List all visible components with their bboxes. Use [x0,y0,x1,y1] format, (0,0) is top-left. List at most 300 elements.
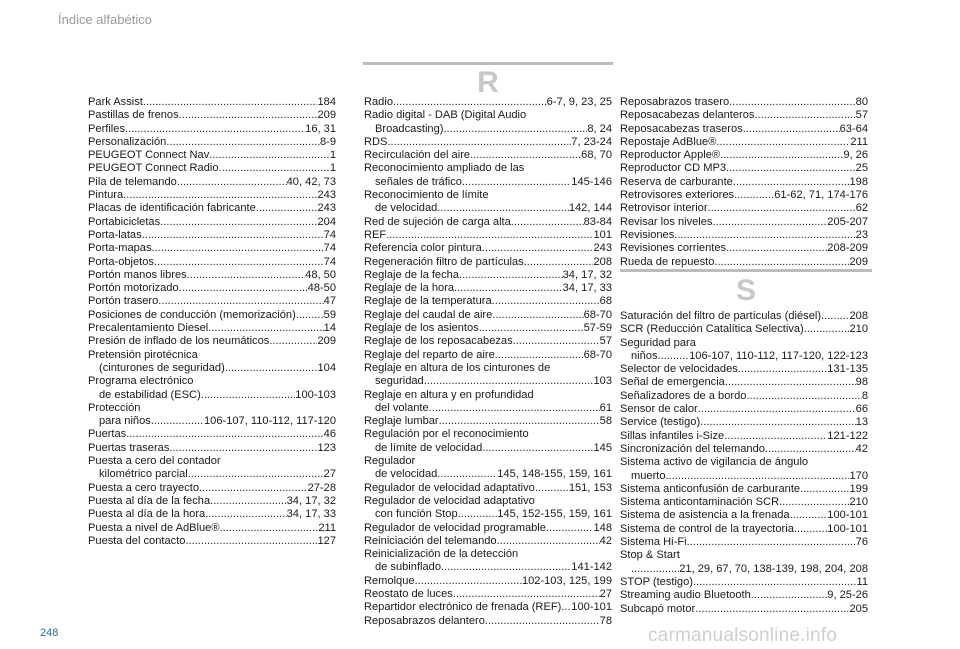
page-reference: 209 [849,255,868,268]
index-entry-line [364,615,612,628]
index-entry [88,482,336,495]
index-entry [364,162,612,189]
page-reference: 61-62, 71, 174-176 [774,189,868,202]
page-reference: 210 [849,496,868,509]
index-entry [88,349,336,376]
index-entry [88,522,336,535]
index-entry [88,402,336,429]
index-term: Repartidor electrónico de frenada (REF) [364,601,562,614]
index-entry [364,428,612,455]
index-term: Pastillas de frenos [88,109,179,122]
index-term: Reserva de carburante [620,175,733,188]
index-entry [88,428,336,441]
index-term: Reposacabezas traseros [620,122,743,135]
page-reference: 57-59 [583,322,612,335]
index-entry-line [364,295,612,308]
index-entry [88,335,336,348]
page-reference: 145, 148-155, 159, 161 [497,468,612,481]
index-entry [364,295,612,308]
leader-dots [561,601,571,614]
page-reference: 121-122 [827,429,868,442]
leader-dots [158,295,323,308]
leader-dots [208,322,323,335]
index-entry-line [88,508,336,521]
leader-dots [205,508,286,521]
index-entry [88,375,336,402]
index-term: Precalentamiento Diesel [88,322,209,335]
page-reference: 102-103, 125, 199 [521,574,612,587]
index-term: Reposacabezas delanteros [620,109,755,122]
page-reference: 106-107, 110-112, 117-120 [204,415,336,428]
page-reference: 199 [849,482,868,495]
page-reference: 74 [323,228,336,241]
leader-dots [125,123,305,136]
leader-dots [479,322,584,335]
leader-dots [800,483,849,496]
index-entry-line [364,415,612,428]
index-entry-line [364,349,612,362]
index-entry-line [364,322,612,335]
index-entry-line [364,548,612,561]
index-term: Reposabrazos delantero [364,614,485,627]
page-reference: 42 [599,534,612,547]
index-entry-line [364,109,612,122]
index-term: Reinicialización de la detección [364,548,519,561]
index-entry [620,136,868,149]
leader-dots [462,176,571,189]
index-term: con función Stop [375,508,458,521]
index-term: Radio digital - DAB (Digital Audio [364,109,527,122]
index-entry-line [620,229,868,242]
leader-dots [201,389,296,402]
page-reference: 23 [855,228,868,241]
leader-dots [187,269,305,282]
index-entry-line [620,549,868,562]
leader-dots [492,295,600,308]
index-entry-line [364,189,612,202]
index-entry [620,576,868,589]
page-reference: 145 [593,441,612,454]
index-term: Red de sujeción de carga alta [364,215,511,228]
index-entry-line [88,455,336,468]
index-term: niños [631,349,658,362]
index-entry [364,136,612,149]
index-entry [620,509,868,522]
index-entry-line [364,162,612,175]
leader-dots [482,242,594,255]
index-entry [620,416,868,429]
index-entry [88,123,336,136]
index-entry-line [620,376,868,389]
index-entry-line [620,162,868,175]
page-reference: 145, 152-155, 159, 161 [497,508,612,521]
index-entry [88,216,336,229]
leader-dots [693,576,857,589]
leader-dots [734,189,774,202]
index-entry-line [620,337,868,350]
index-entry-line [364,309,612,322]
page-reference: 34, 17, 32 [286,494,336,507]
index-entry-continuation [620,350,868,363]
page-reference: 68 [599,295,612,308]
index-column-r-s [620,96,868,269]
index-entry [364,522,612,535]
index-entry [364,109,612,136]
index-entry-line [620,96,868,109]
page-reference: 42 [855,442,868,455]
leader-dots [765,443,856,456]
page-reference: 208-209 [827,242,868,255]
index-entry-line [88,162,336,175]
index-entry [88,442,336,455]
page-reference: 98 [855,376,868,389]
index-entry-line [88,149,336,162]
index-term: Sistema de control de la trayectoria [620,522,794,535]
page-reference: 205-207 [827,215,868,228]
index-entry [620,202,868,215]
index-entry-continuation [364,402,612,415]
leader-dots [225,362,318,375]
leader-dots [497,535,600,548]
leader-dots [700,416,856,429]
index-term: RDS [364,135,388,148]
index-term: Reproductor Apple® [620,149,721,162]
leader-dots [513,335,600,348]
index-entry-line [364,575,612,588]
index-entry-line [620,483,868,496]
page-reference: 204 [317,215,336,228]
page-reference: 66 [855,403,868,416]
leader-dots [126,428,323,441]
index-entry-line [88,216,336,229]
leader-dots [790,509,828,522]
index-entry-line [620,176,868,189]
index-term: Puesta a cero trayecto [88,481,199,494]
index-entry-line [364,229,612,242]
index-term: muerto [631,469,666,482]
leader-dots [179,109,318,122]
page-reference: 101 [593,228,612,241]
index-entry-continuation [364,176,612,189]
index-entry [620,229,868,242]
page-reference: 208 [849,310,868,322]
index-entry-continuation [364,375,612,388]
index-entry [364,256,612,269]
index-entry [620,589,868,602]
index-entry-continuation [364,123,612,136]
index-entry-line [620,390,868,403]
page-reference: 198 [849,175,868,188]
leader-dots [716,136,850,149]
index-term: Reostato de luces [364,587,453,600]
page-reference: 76 [855,536,868,549]
index-term: de subinflado [375,561,441,574]
leader-dots [698,403,856,416]
index-term: PEUGEOT Connect Radio [88,162,219,175]
index-entry-line [620,416,868,429]
leader-dots [695,603,849,616]
index-entry [364,575,612,588]
index-entry-line [88,123,336,136]
index-entry [364,601,612,614]
leader-dots [199,482,308,495]
leader-dots [142,229,324,242]
index-term: Seguridad para [620,336,696,349]
leader-dots [166,136,320,149]
index-entry-line [88,402,336,415]
page-reference: 40, 42, 73 [286,175,336,188]
page-reference: 21, 29, 67, 70, 138-139, 198, 204, 208 [679,562,868,575]
index-entry [364,322,612,335]
page-reference: 8-9 [319,135,336,148]
index-entry-line [88,176,336,189]
index-term: Puesta al día de la fecha [88,494,211,507]
index-term: STOP (testigo) [620,575,693,588]
index-term: para niños [99,415,151,428]
index-term: Reglaje lumbar [364,415,439,428]
page-reference: 103 [593,375,612,388]
page-reference: 100-101 [571,601,612,614]
leader-dots [459,269,563,282]
index-term: Recirculación del aire [364,149,471,162]
index-term: Señalizadores de a bordo [620,389,747,402]
index-entry [88,176,336,189]
index-term: Remolque [364,574,415,587]
index-entry-line [620,109,868,122]
leader-dots [188,468,324,481]
site-watermark: carmanualsonline.info [648,625,838,646]
index-entry [620,310,868,323]
leader-dots [169,442,317,455]
index-entry [620,256,868,269]
index-term: Reglaje del caudal de aire [364,308,493,321]
index-entry [88,136,336,149]
leader-dots [495,349,584,362]
index-entry-line [364,428,612,441]
index-term: Protección [88,401,141,414]
index-term: Retrovisor interior [620,202,708,215]
index-entry [364,455,612,482]
index-term: Reglaje de los reposacabezas [364,335,513,348]
index-entry [364,282,612,295]
leader-dots [738,363,827,376]
index-entry-line [88,242,336,255]
leader-dots [733,176,850,189]
index-entry [364,349,612,362]
index-term: SCR (Reducción Catalítica Selectiva) [620,323,804,336]
index-entry-line [364,149,612,162]
section-divider [620,269,872,272]
index-term: Personalización [88,135,167,148]
page-reference: 14 [323,322,336,335]
leader-dots [470,149,581,162]
index-term: Porta-objetos [88,255,154,268]
index-entry [364,389,612,416]
index-column-p [88,96,336,548]
index-entry-line [88,96,336,109]
page-reference: 34, 17, 32 [562,268,612,281]
index-entry [364,216,612,229]
leader-dots [714,256,849,269]
index-entry [620,216,868,229]
index-entry-line [620,189,868,202]
page-reference: 8 [861,389,868,402]
index-term: Sistema Hi-Fi [620,536,687,549]
index-term: (cinturones de seguridad) [99,361,225,374]
index-entry-line [88,295,336,308]
leader-dots [424,375,594,388]
index-entry [364,189,612,216]
index-term: Señal de emergencia [620,376,725,389]
index-term: Portón motorizado [88,282,179,295]
leader-dots [779,496,849,509]
leader-dots [220,522,319,535]
index-entry [364,548,612,575]
index-entry [88,508,336,521]
index-entry [620,430,868,443]
page-reference: 1 [329,149,336,162]
page-reference: 68-70 [583,308,612,321]
leader-dots [726,162,856,175]
index-entry-line [88,349,336,362]
index-term: Puesta a nivel de AdBlue® [88,521,220,534]
index-term: Sillas infantiles i-Size [620,429,725,442]
index-entry-line [88,375,336,388]
page-reference: 74 [323,242,336,255]
index-term: Revisar los niveles [620,215,713,228]
page-reference: 127 [317,534,336,547]
index-entry [620,483,868,496]
index-term: seguridad [375,375,424,388]
index-term: Streaming audio Bluetooth [620,589,751,602]
index-entry [620,536,868,549]
page-reference: 131-135 [827,363,868,376]
leader-dots [296,309,324,322]
page-reference: 48, 50 [305,268,336,281]
index-entry-continuation [88,389,336,402]
index-entry [88,282,336,295]
index-term: REF [364,228,387,241]
index-entry-line [88,229,336,242]
section-divider [363,62,613,65]
leader-dots [524,256,594,269]
page-header-title: Índice alfabético [58,12,152,27]
index-term: Revisiones corrientes [620,242,727,255]
page-reference: 211 [318,521,336,534]
index-term: Reproductor CD MP3 [620,162,727,175]
leader-dots [754,109,855,122]
index-term: Reglaje del reparto de aire [364,348,495,361]
index-entry-line [620,509,868,522]
page-reference: 58 [599,415,612,428]
leader-dots [415,575,522,588]
leader-dots [143,96,318,109]
page-reference: 9, 25-26 [827,589,868,602]
index-term: de velocidad [375,202,438,215]
index-term: Reconocimiento ampliado de las [364,162,525,175]
index-entry [620,323,868,336]
index-entry-line [364,482,612,495]
index-entry [88,229,336,242]
index-entry-line [620,443,868,456]
index-entry-line [88,136,336,149]
index-entry-line [620,256,868,269]
leader-dots [743,123,840,136]
index-entry [364,269,612,282]
page-reference: 16, 31 [305,122,336,135]
leader-dots [712,216,827,229]
index-term: Regulación por el reconocimiento [364,428,529,441]
index-term: Reconocimiento de límite [364,189,489,202]
page-reference: 209 [317,335,336,348]
leader-dots [708,202,856,215]
index-entry [88,162,336,175]
page-reference: 83-84 [583,215,612,228]
index-entry-line [620,603,868,616]
index-entry-line [620,136,868,149]
index-term: Sistema anticonfusión de carburante [620,482,801,495]
page-reference: 148 [593,521,612,534]
page-reference: 184 [317,96,336,108]
index-entry-line [88,282,336,295]
index-entry-line [364,389,612,402]
page-reference: 34, 17, 33 [562,282,612,295]
index-term: Reglaje de la hora [364,282,455,295]
index-entry [620,337,868,364]
section-letter-s [620,269,872,308]
leader-dots [720,149,843,162]
index-entry-line [364,362,612,375]
index-term: Sistema anticontaminación SCR [620,496,780,509]
leader-dots [123,189,317,202]
page-reference: 46 [323,428,336,441]
index-entry-continuation [364,508,612,521]
leader-dots [658,350,690,363]
index-term: Revisiones [620,228,675,241]
index-entry [364,335,612,348]
index-entry [88,309,336,322]
page-reference: 11 [856,575,868,588]
index-entry-line [620,403,868,416]
index-entry-continuation [364,202,612,215]
index-entry-line [88,442,336,455]
index-term: Service (testigo) [620,416,701,429]
index-term: Regulador de velocidad adaptativo [364,494,535,507]
index-entry [620,403,868,416]
index-entry-line [620,496,868,509]
index-column-s [620,310,868,616]
index-entry-continuation [620,563,868,576]
index-entry [620,189,868,202]
index-entry [88,455,336,482]
index-entry-continuation [364,468,612,481]
page-reference: 211 [850,135,868,148]
page-reference: 243 [593,242,612,255]
index-entry-line [88,322,336,335]
index-entry-line [88,256,336,269]
leader-dots [453,588,600,601]
index-term: Portabicicletas [88,215,161,228]
leader-dots [387,136,571,149]
index-entry-line [364,522,612,535]
index-term: Reglaje de la fecha [364,268,459,281]
page-reference: 61 [599,401,612,414]
index-entry [620,363,868,376]
leader-dots [482,442,593,455]
leader-dots [441,561,571,574]
leader-dots [725,376,856,389]
index-term: Perfiles [88,122,125,135]
